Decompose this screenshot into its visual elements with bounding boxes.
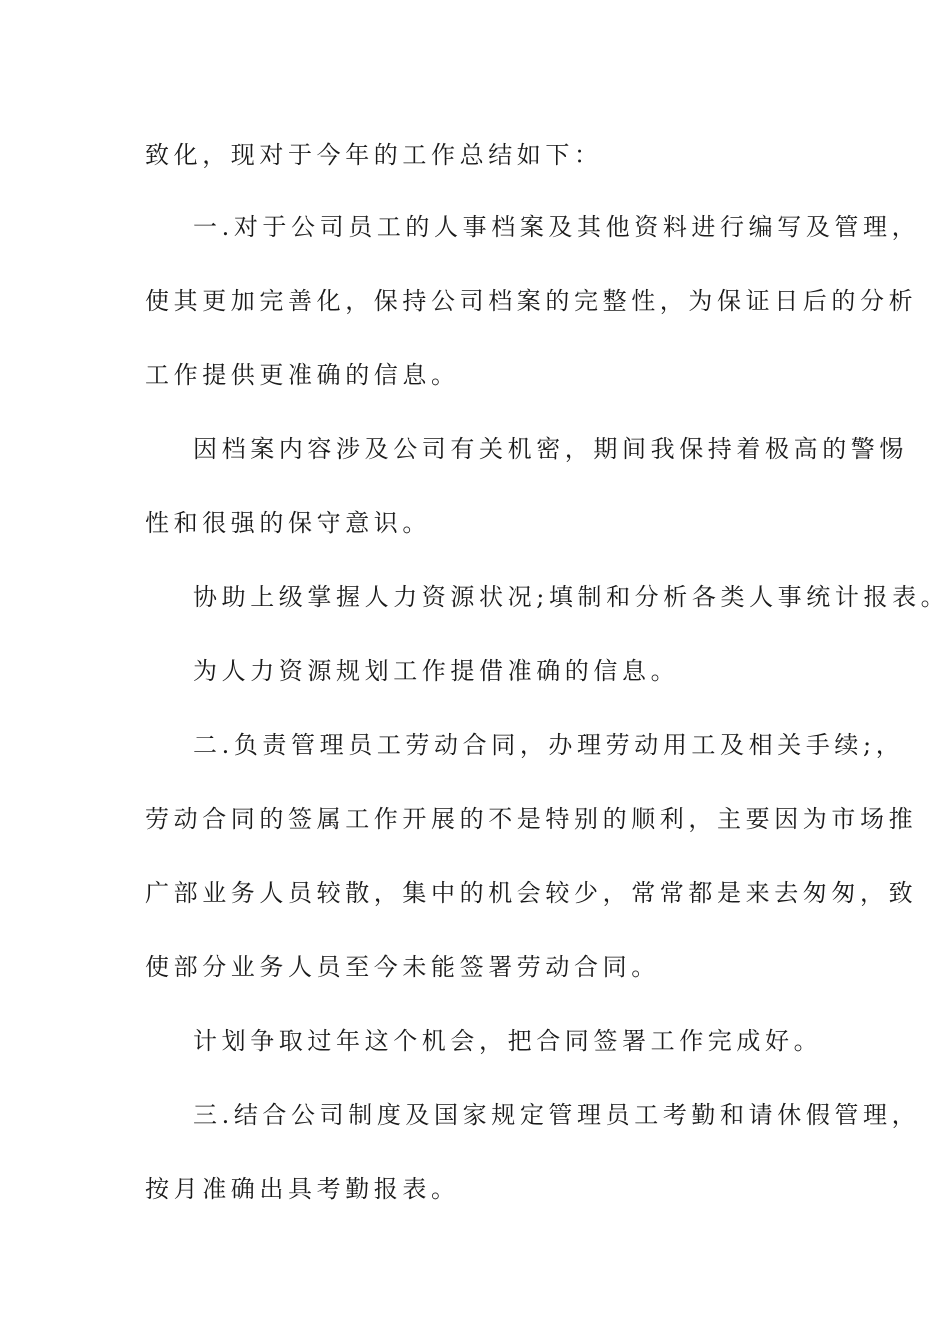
text-line: 广部业务人员较散，集中的机会较少，常常都是来去匆匆，致 <box>145 879 918 907</box>
text-line: 协助上级掌握人力资源状况;填制和分析各类人事统计报表。 <box>193 583 950 611</box>
text-line: 使其更加完善化，保持公司档案的完整性，为保证日后的分析 <box>145 287 918 315</box>
text-line: 为人力资源规划工作提借准确的信息。 <box>193 657 680 685</box>
text-line: 使部分业务人员至今未能签署劳动合同。 <box>145 953 660 981</box>
text-line: 致化，现对于今年的工作总结如下： <box>145 141 603 169</box>
text-line: 三.结合公司制度及国家规定管理员工考勤和请休假管理， <box>193 1101 921 1129</box>
text-line: 性和很强的保守意识。 <box>145 509 431 537</box>
text-line: 二.负责管理员工劳动合同，办理劳动用工及相关手续;， <box>193 731 905 759</box>
text-line: 一.对于公司员工的人事档案及其他资料进行编写及管理， <box>193 213 921 241</box>
text-line: 劳动合同的签属工作开展的不是特别的顺利，主要因为市场推 <box>145 805 918 833</box>
text-line: 按月准确出具考勤报表。 <box>145 1175 460 1203</box>
text-line: 因档案内容涉及公司有关机密，期间我保持着极高的警惕 <box>193 435 908 463</box>
text-line: 计划争取过年这个机会，把合同签署工作完成好。 <box>193 1027 823 1055</box>
text-line: 工作提供更准确的信息。 <box>145 361 460 389</box>
